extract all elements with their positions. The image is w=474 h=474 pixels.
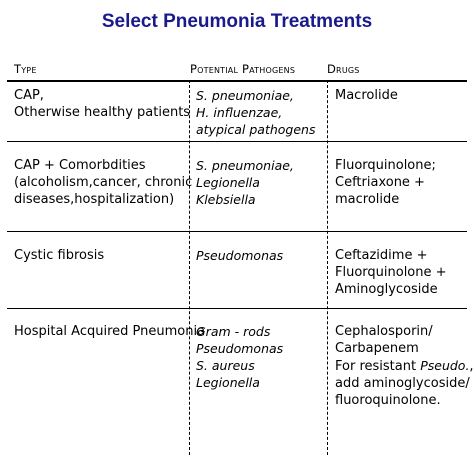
row-2-pathogen: S. pneumoniae,: [196, 158, 294, 173]
row-4-pathogen: Pseudomonas: [196, 341, 284, 356]
row-1-type-line: CAP,: [14, 88, 44, 103]
row-4-drug-resistant: [335, 357, 474, 375]
header-drugs: Drugs: [327, 62, 360, 76]
row-3-pathogen: Pseudomonas: [196, 248, 284, 263]
row-1-type: [14, 87, 190, 121]
row-2-drug: Ceftriaxone +: [335, 175, 425, 190]
resistant-suffix: ,: [469, 359, 474, 374]
header-divider: [7, 80, 467, 82]
column-divider-1: [189, 80, 190, 455]
header-type: Type: [14, 62, 37, 76]
row-2-drug: macrolide: [335, 192, 400, 207]
row-4-pathogen: Legionella: [196, 375, 260, 390]
row-2-type: [14, 157, 192, 208]
row-1-pathogen: atypical pathogens: [196, 122, 316, 137]
row-2-pathogen: Legionella: [196, 175, 260, 190]
row-1-drugs: [335, 87, 398, 104]
row-3-drug: Fluorquinolone +: [335, 265, 447, 280]
row-divider-2: [7, 231, 467, 232]
row-divider-1: [7, 141, 467, 142]
page-title: Select Pneumonia Treatments: [101, 11, 373, 32]
row-2-type-line: (alcoholism,cancer, chronic: [14, 175, 193, 190]
row-2-type-line: diseases,hospitalization): [14, 192, 175, 207]
row-4-pathogen: Gram - rods: [196, 324, 271, 339]
row-2-pathogens: [196, 157, 294, 208]
row-3-drug: Ceftazidime +: [335, 248, 428, 263]
row-4-type-line: Hospital Acquired Pneumonia: [14, 324, 206, 339]
row-3-pathogens: [196, 247, 283, 264]
row-2-drugs: [335, 157, 436, 208]
row-3-type-line: Cystic fibrosis: [14, 248, 105, 263]
row-4-drug: add aminoglycoside/: [335, 376, 470, 391]
row-2-type-line: CAP + Comorbdities: [14, 158, 146, 173]
row-1-pathogen: S. pneumoniae,: [196, 88, 294, 103]
row-2-drug: Fluorquinolone;: [335, 158, 436, 173]
row-1-pathogens: [196, 87, 315, 138]
row-3-drug: Aminoglycoside: [335, 282, 438, 297]
row-4-drugs: [335, 323, 474, 409]
row-1-pathogen: H. influenzae,: [196, 105, 283, 120]
resistant-organism: Pseudo.: [420, 358, 470, 373]
row-4-pathogens: [196, 323, 283, 391]
row-2-pathogen: Klebsiella: [196, 192, 256, 207]
row-3-type: [14, 247, 104, 264]
row-4-pathogen: S. aureus: [196, 358, 255, 373]
row-4-type: [14, 323, 205, 340]
column-divider-2: [327, 80, 328, 455]
row-4-drug: fluoroquinolone.: [335, 393, 441, 408]
row-4-drug: Carbapenem: [335, 341, 419, 356]
header-potential-pathogens: Potential Pathogens: [190, 62, 296, 76]
row-1-drug: Macrolide: [335, 88, 398, 103]
row-4-drug: Cephalosporin/: [335, 324, 433, 339]
row-3-drugs: [335, 247, 447, 298]
row-divider-3: [7, 308, 467, 309]
row-1-type-line: Otherwise healthy patients: [14, 105, 191, 120]
resistant-prefix: For resistant: [335, 359, 421, 374]
